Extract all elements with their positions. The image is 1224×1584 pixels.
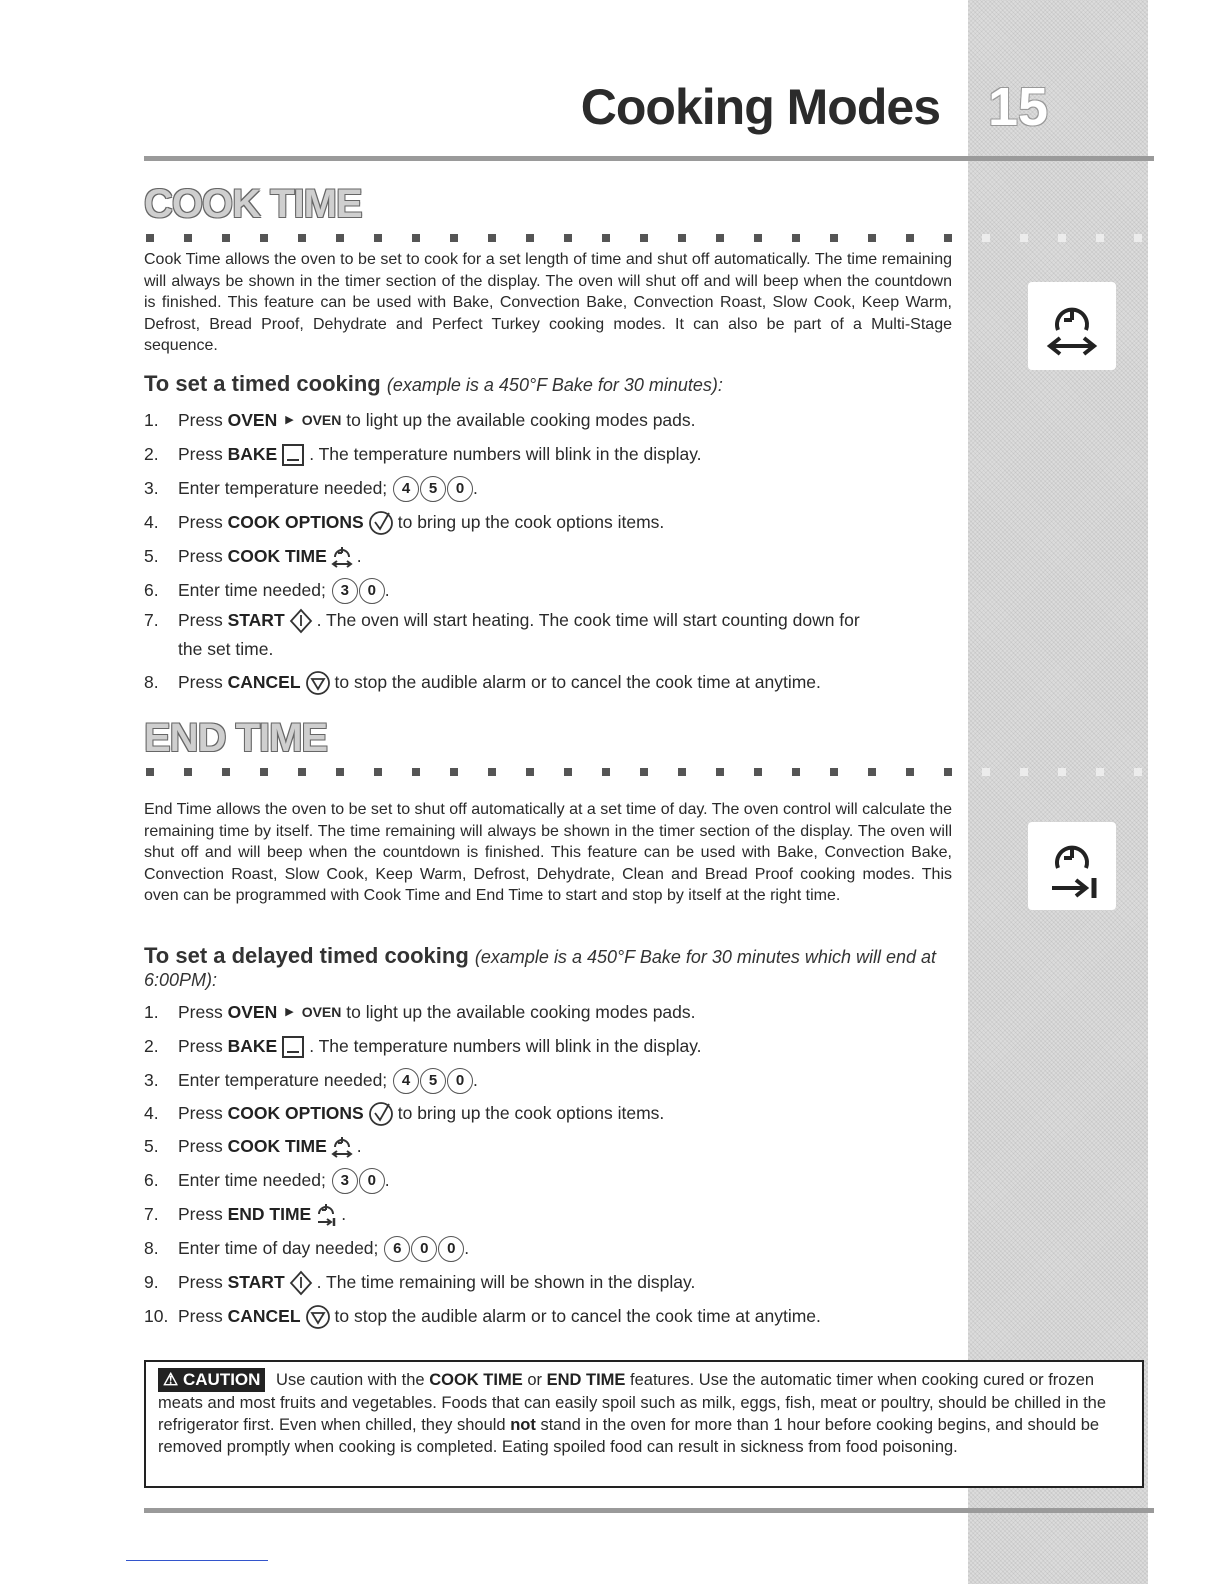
footer-link-line bbox=[126, 1560, 268, 1561]
digit-key: 0 bbox=[411, 1236, 437, 1262]
end-time-key: END TIME bbox=[227, 1204, 312, 1224]
arrow-icon: ▶ bbox=[285, 414, 294, 426]
step-text: to stop the audible alarm or to cancel the cook time at anytime. bbox=[334, 1306, 821, 1326]
step-number: 8. bbox=[144, 672, 159, 692]
cook-options-icon bbox=[368, 510, 394, 536]
step-number: 1. bbox=[144, 1002, 159, 1022]
cancel-icon bbox=[305, 1304, 331, 1330]
start-icon bbox=[289, 1270, 313, 1296]
cook-options-key: COOK OPTIONS bbox=[227, 1103, 364, 1123]
end-time-subheading-text: To set a delayed timed cooking bbox=[144, 943, 469, 968]
end-time-side-panel bbox=[1028, 822, 1116, 910]
footer-rule bbox=[144, 1508, 1154, 1513]
step-text: Press bbox=[178, 1306, 223, 1326]
step-text: to light up the available cooking modes pads. bbox=[346, 410, 696, 430]
cancel-key: CANCEL bbox=[227, 1306, 301, 1326]
cook-time-example: (example is a 450°F Bake for 30 minutes): bbox=[386, 375, 723, 395]
step-number: 3. bbox=[144, 1070, 159, 1090]
digit-key: 6 bbox=[384, 1236, 410, 1262]
digit-key: 0 bbox=[359, 578, 385, 604]
arrow-icon: ▶ bbox=[285, 1006, 294, 1018]
step-number: 10. bbox=[144, 1306, 169, 1326]
cancel-key: CANCEL bbox=[227, 672, 301, 692]
page-number: 15 bbox=[988, 77, 1049, 137]
cook-time-icon bbox=[331, 1134, 353, 1160]
step-text: . The oven will start heating. The cook time will start counting down for bbox=[316, 610, 860, 630]
caution-text bbox=[158, 1368, 1128, 1458]
step-text: Enter time needed; bbox=[178, 580, 326, 600]
step-number: 4. bbox=[144, 512, 159, 532]
step-text: Press bbox=[178, 410, 223, 430]
step-number: 2. bbox=[144, 1036, 159, 1056]
step-text: to bring up the cook options items. bbox=[397, 512, 665, 532]
step-text: Press bbox=[178, 444, 223, 464]
step: 6. Enter time needed; 3 0 . bbox=[144, 1166, 952, 1195]
step-text: . The temperature numbers will blink in the display. bbox=[309, 1036, 702, 1056]
end-time-icon bbox=[315, 1202, 337, 1228]
digit-key: 0 bbox=[359, 1168, 385, 1194]
digit-key: 0 bbox=[438, 1236, 464, 1262]
digit-key: 3 bbox=[332, 578, 358, 604]
digit-key: 5 bbox=[420, 476, 446, 502]
step-text: Press bbox=[178, 1002, 223, 1022]
step-text: the set time. bbox=[178, 639, 274, 659]
bake-icon bbox=[281, 443, 305, 467]
end-time-description: End Time allows the oven to be set to shut off automatically at a set time of day. The oven control will calculate the remaining time by itself. The time remaining will always be shown in the timer section of the display. The oven will shut off and will beep when the countdown is finished. This feature can be used with Bake, Convection Bake, Convection Roast, Slow Cook, Keep Warm, Defrost, Dehydrate, Clean and Bread Proof cooking modes. This oven can be programmed with Cook Time and End Time to start and stop by itself at the right time. bbox=[144, 801, 952, 904]
step-number: 3. bbox=[144, 478, 159, 498]
digit-key: 0 bbox=[447, 476, 473, 502]
step bbox=[144, 508, 952, 537]
step-text: Press bbox=[178, 1272, 223, 1292]
step-text: Press bbox=[178, 512, 223, 532]
step-number: 2. bbox=[144, 444, 159, 464]
step bbox=[144, 1099, 952, 1128]
caution-badge bbox=[158, 1368, 265, 1392]
caution-text-part: or bbox=[527, 1371, 542, 1389]
cook-time-key: COOK TIME bbox=[227, 1136, 327, 1156]
caution-text-part: features. Use the automatic timer when cooking cured or frozen meats and most fruits and vegetables. Foods that can easily spoil such as milk, eggs, fish, meat or poultry, should be chilled in the refrigerator first. Even when chilled, they should bbox=[158, 1371, 1107, 1434]
cook-time-subheading-text: To set a timed cooking bbox=[144, 371, 381, 396]
step bbox=[144, 998, 952, 1027]
step-text: Press bbox=[178, 546, 223, 566]
step-text: Press bbox=[178, 1136, 223, 1156]
step-number: 4. bbox=[144, 1103, 159, 1123]
step bbox=[144, 1302, 952, 1331]
step bbox=[144, 668, 952, 697]
step bbox=[144, 606, 952, 659]
step-number: 7. bbox=[144, 610, 159, 630]
caution-keyword: END TIME bbox=[546, 1371, 626, 1389]
end-time-subheading bbox=[144, 944, 944, 990]
cook-time-heading: COOK TIME bbox=[144, 182, 362, 226]
oven-key: OVEN bbox=[227, 1002, 278, 1022]
caution-text-part: stand in the oven for more than 1 hour before cooking begins, and should be removed promptly when cooking is completed. Eating spoiled food can result in sickness from food poisoning. bbox=[158, 1416, 1100, 1456]
cook-time-icon bbox=[331, 544, 353, 570]
step bbox=[144, 440, 952, 469]
caution-badge-label: CAUTION bbox=[182, 1370, 261, 1389]
step-text: Press bbox=[178, 610, 223, 630]
start-icon bbox=[289, 608, 313, 634]
step-number: 1. bbox=[144, 410, 159, 430]
step-text: to bring up the cook options items. bbox=[397, 1103, 665, 1123]
cook-time-side-panel bbox=[1028, 282, 1116, 370]
step: 3. Enter temperature needed; 4 5 0 . bbox=[144, 1066, 952, 1095]
step: 8. Enter time of day needed; 6 0 0 . bbox=[144, 1234, 952, 1263]
step: 5. Press COOK TIME . bbox=[144, 542, 952, 571]
step-number: 7. bbox=[144, 1204, 159, 1224]
step bbox=[144, 406, 952, 435]
step: 3. Enter temperature needed; 4 5 0 . bbox=[144, 474, 952, 503]
digit-key: 4 bbox=[393, 476, 419, 502]
header-rule bbox=[144, 156, 1154, 161]
step-text: to stop the audible alarm or to cancel the cook time at anytime. bbox=[334, 672, 821, 692]
bake-key: BAKE bbox=[227, 444, 278, 464]
oven-key: OVEN bbox=[227, 410, 278, 430]
oven-key-small: OVEN bbox=[301, 1004, 342, 1020]
step-number: 5. bbox=[144, 546, 159, 566]
digit-key: 4 bbox=[393, 1068, 419, 1094]
step-text: Press bbox=[178, 672, 223, 692]
step-text: to light up the available cooking modes pads. bbox=[346, 1002, 696, 1022]
end-time-example: (example is a 450°F Bake for 30 minutes which will end at 6:00PM): bbox=[144, 947, 936, 991]
cook-time-subheading bbox=[144, 372, 944, 395]
digit-key: 5 bbox=[420, 1068, 446, 1094]
step-text: Enter temperature needed; bbox=[178, 478, 388, 498]
page-title: Cooking Modes bbox=[580, 79, 940, 135]
dot-divider bbox=[144, 234, 1144, 244]
step-number: 9. bbox=[144, 1272, 159, 1292]
oven-key-small: OVEN bbox=[301, 412, 342, 428]
step-number: 5. bbox=[144, 1136, 159, 1156]
step: 7. Press END TIME . bbox=[144, 1200, 952, 1229]
cook-time-icon bbox=[1028, 282, 1116, 370]
start-key: START bbox=[227, 1272, 285, 1292]
step-number: 6. bbox=[144, 580, 159, 600]
step-text: Press bbox=[178, 1036, 223, 1056]
cook-time-description: Cook Time allows the oven to be set to cook for a set length of time and shut off automatically. The time remaining will always be shown in the timer section of the display. The oven will shut off and will beep when the countdown is finished. This feature can be used with Bake, Convection Bake, Convection Roast, Slow Cook, Keep Warm, Defrost, Bread Proof, Dehydrate and Perfect Turkey cooking modes. It can also be part of a Multi-Stage sequence. bbox=[144, 251, 952, 354]
step: 5. Press COOK TIME . bbox=[144, 1132, 952, 1161]
bake-icon bbox=[281, 1035, 305, 1059]
end-time-heading: END TIME bbox=[144, 716, 328, 760]
caution-keyword: not bbox=[510, 1416, 536, 1434]
end-time-icon bbox=[1028, 822, 1116, 910]
step-text: Enter time of day needed; bbox=[178, 1238, 379, 1258]
step-number: 8. bbox=[144, 1238, 159, 1258]
caution-keyword: COOK TIME bbox=[429, 1371, 523, 1389]
cook-time-key: COOK TIME bbox=[227, 546, 327, 566]
step-text: Enter temperature needed; bbox=[178, 1070, 388, 1090]
step-text: Press bbox=[178, 1103, 223, 1123]
step-text: Press bbox=[178, 1204, 223, 1224]
step bbox=[144, 1032, 952, 1061]
step-text: Enter time needed; bbox=[178, 1170, 326, 1190]
step-text: . The time remaining will be shown in the display. bbox=[316, 1272, 696, 1292]
caution-text-part: Use caution with the bbox=[276, 1371, 425, 1389]
digit-key: 0 bbox=[447, 1068, 473, 1094]
step bbox=[144, 1268, 952, 1297]
digit-key: 3 bbox=[332, 1168, 358, 1194]
cancel-icon bbox=[305, 670, 331, 696]
warning-icon: ⚠ bbox=[163, 1370, 179, 1389]
step: 6. Enter time needed; 3 0 . bbox=[144, 576, 952, 605]
start-key: START bbox=[227, 610, 285, 630]
dot-divider bbox=[144, 768, 1144, 778]
bake-key: BAKE bbox=[227, 1036, 278, 1056]
step-text: . The temperature numbers will blink in the display. bbox=[309, 444, 702, 464]
cook-options-key: COOK OPTIONS bbox=[227, 512, 364, 532]
step-number: 6. bbox=[144, 1170, 159, 1190]
caution-box bbox=[144, 1360, 1144, 1488]
cook-options-icon bbox=[368, 1101, 394, 1127]
